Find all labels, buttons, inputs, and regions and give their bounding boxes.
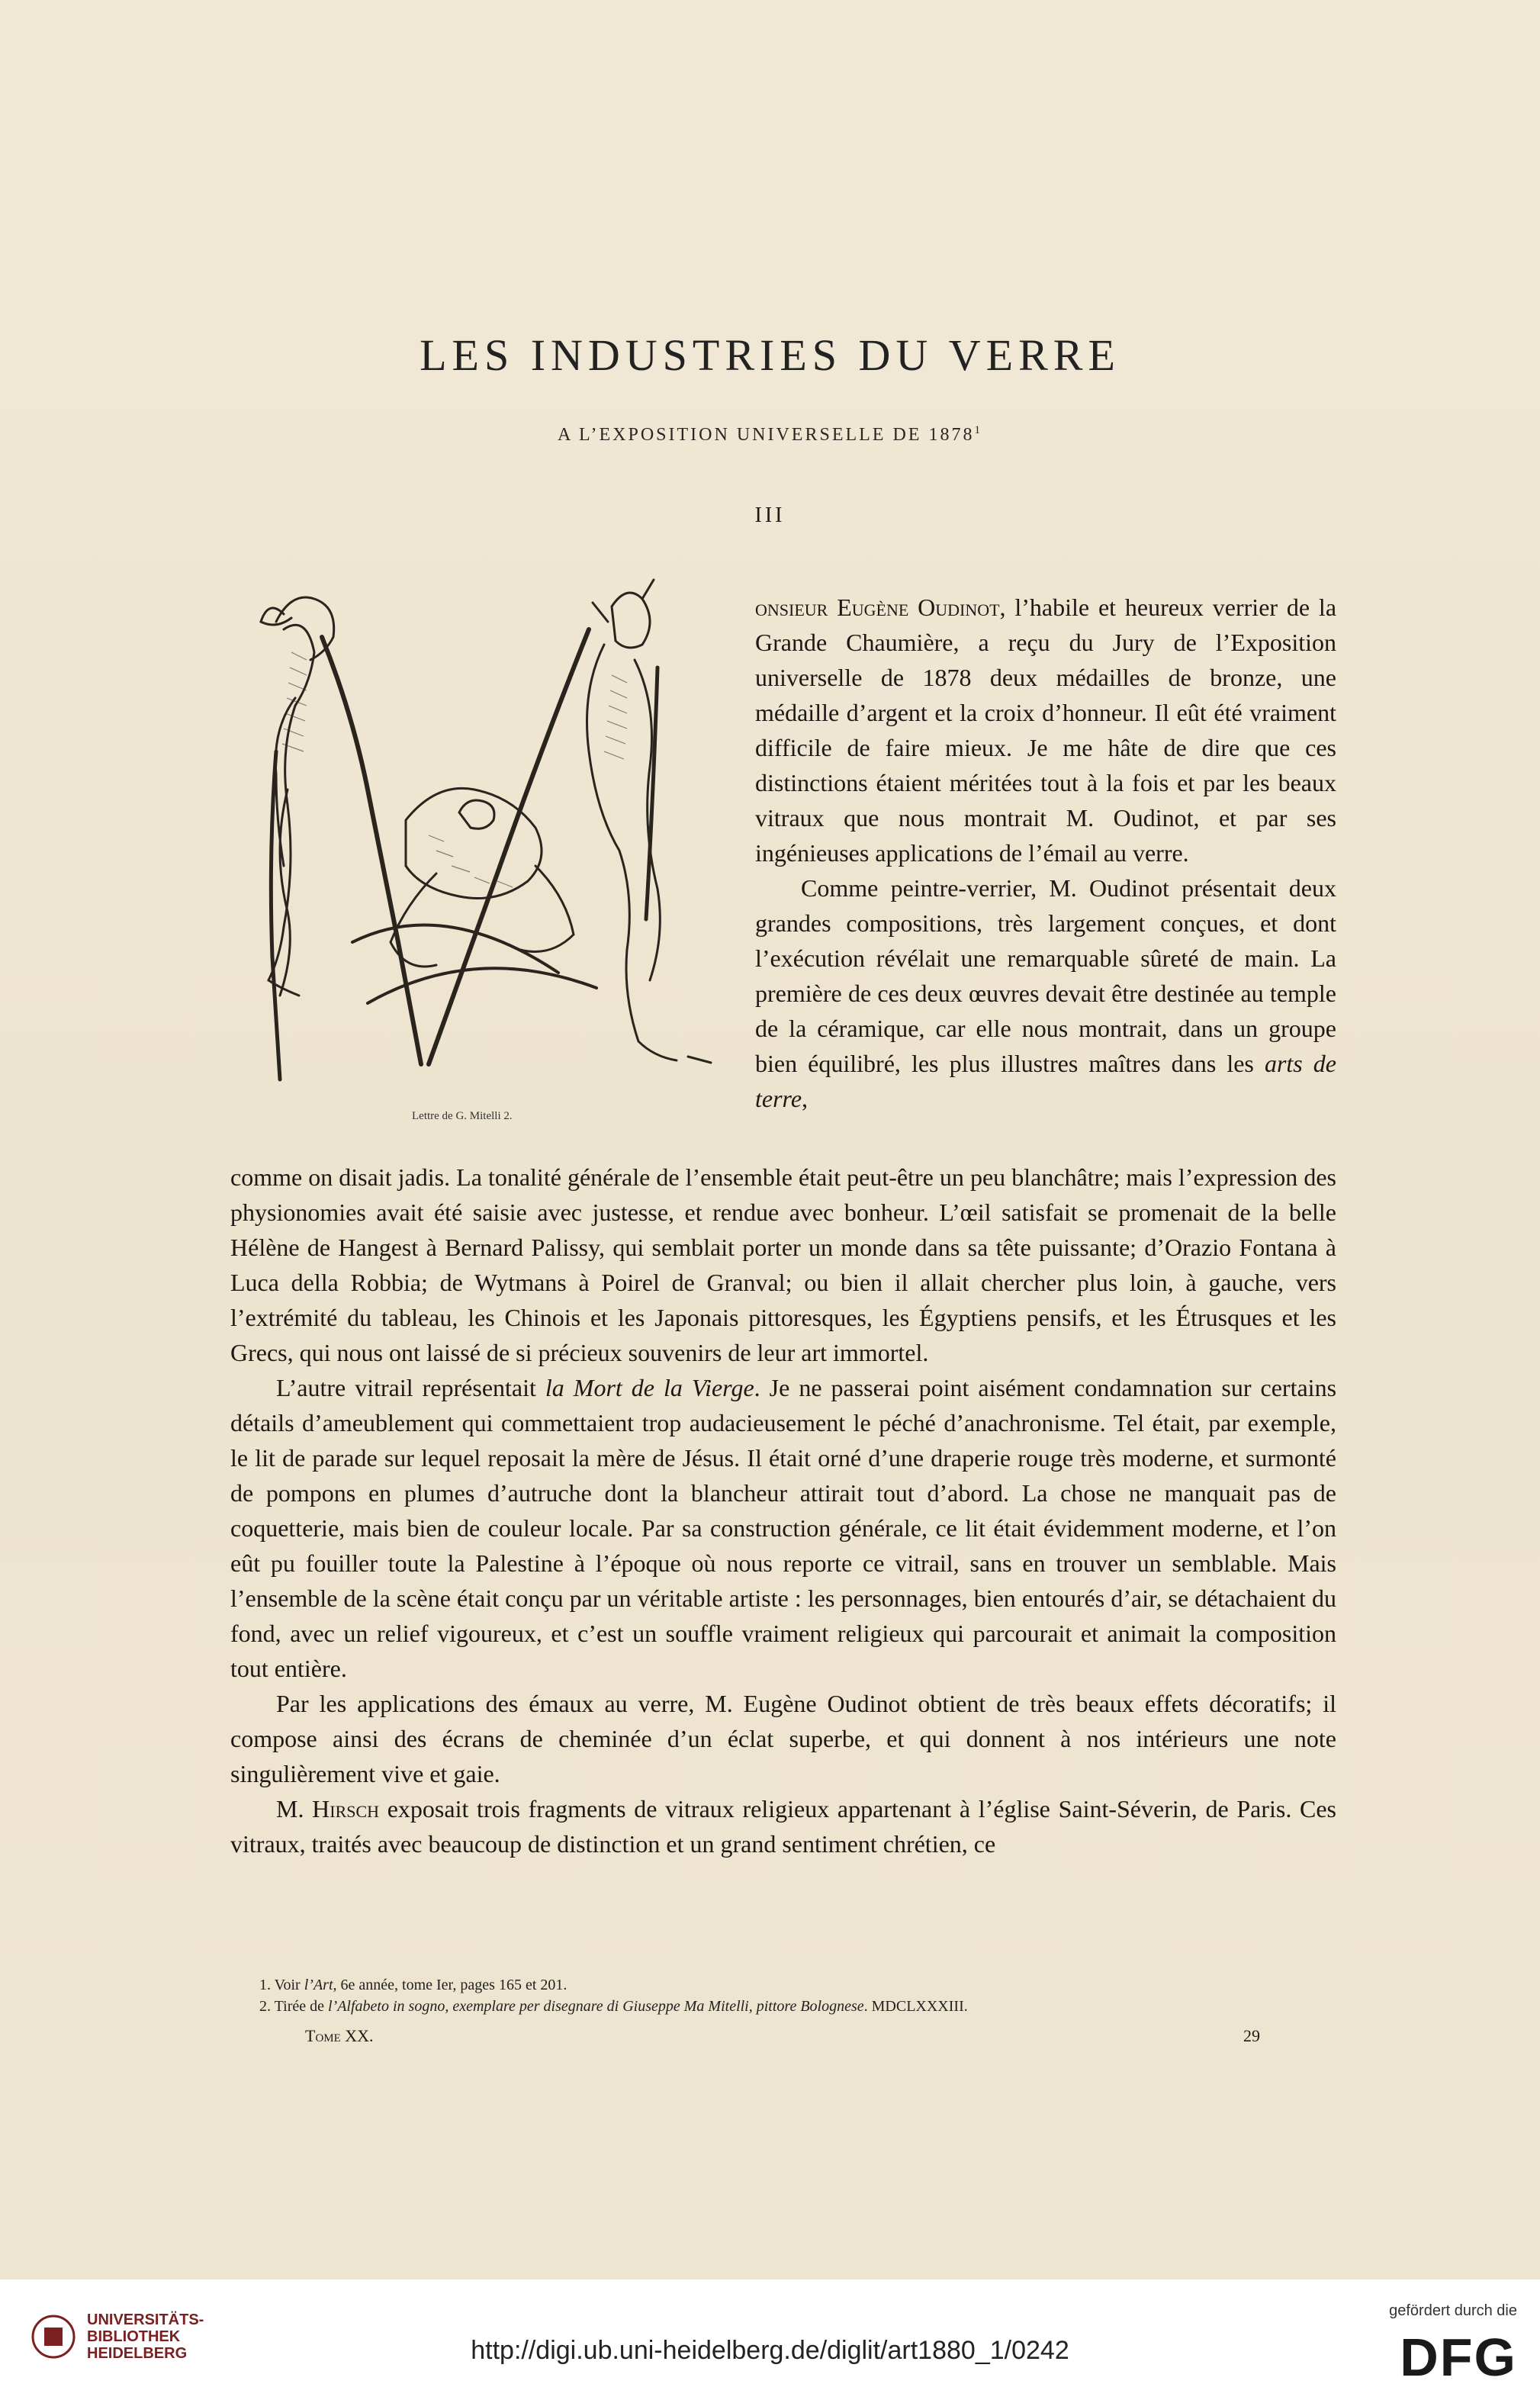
italic-arts-de-terre: arts de terre xyxy=(755,1050,1336,1112)
fn1-b: , 6e année, tome Ier, pages 165 et 201. xyxy=(333,1977,567,1993)
paragraph-2-comma: , xyxy=(802,1085,809,1112)
p3-start: L’autre vitrail représentait xyxy=(276,1374,545,1401)
subtitle-footnote-mark: 1 xyxy=(974,424,982,436)
paragraph-5 xyxy=(230,1791,1336,1861)
uni-line-3: HEIDELBERG xyxy=(87,2345,188,2362)
p5-start: M. xyxy=(276,1795,313,1823)
uni-line-1: UNIVERSITÄTS- xyxy=(87,2312,204,2328)
fn2-b: . MDCLXXXIII. xyxy=(863,1998,968,2015)
section-number: III xyxy=(754,503,786,527)
fn2-a: 2. Tirée de xyxy=(259,1998,328,2015)
name-hirsch: Hirsch xyxy=(312,1795,380,1823)
footnote-2 xyxy=(259,1996,1335,2017)
footnote-1 xyxy=(259,1974,1335,1996)
article-subtitle xyxy=(0,424,1540,446)
paragraph-1-text: , l’habile et heureux verrier de la Grande Chaumière, a reçu du Jury de l’Exposition universelle de 1878 deux médailles de bronze, une médaille d’argent et la croix d’honneur. Il eût été vraiment difficile de faire mieux. Je me hâte de dire que ces distinctions étaient méritées tout à la fois et par les beaux vitraux que nous montrait M. Oudinot, et par ses ingénieuses applications de l’émail au verre. xyxy=(755,594,1337,867)
satyrs-engraving xyxy=(230,576,738,1087)
tome-label: Tome XX. xyxy=(305,2026,374,2045)
paragraph-4: Par les applications des émaux au verre, M. Eugène Oudinot obtient de très beaux effets décoratifs; il compose ainsi des écrans de cheminée d’un éclat superbe, et qui donnent à nos intérieurs une note singulièrement vive et gaie. xyxy=(230,1690,1336,1787)
name-oudinot: Eugène Oudinot xyxy=(837,594,1000,621)
dfg-logo[interactable]: DFG xyxy=(1400,2328,1517,2387)
fn1-a: 1. Voir xyxy=(259,1977,304,1993)
italic-mort-vierge: la Mort de la Vierge xyxy=(545,1374,754,1401)
page-number: 29 xyxy=(1243,2026,1260,2045)
full-width-text xyxy=(230,1160,1336,1861)
p5-rest: exposait trois fragments de vitraux religieux appartenant à l’église Saint-Séverin, de Paris. Ces vitraux, traités avec beaucoup de distinction et un grand sentiment chrétien, ce xyxy=(230,1795,1337,1858)
paragraph-2-start xyxy=(755,870,1336,1116)
figure-caption: Lettre de G. Mitelli 2. xyxy=(412,1110,513,1122)
paragraph-3 xyxy=(230,1370,1336,1686)
paragraph-1 xyxy=(755,590,1336,870)
letter-m-illustration xyxy=(230,576,738,1087)
fn2-italic: l’Alfabeto in sogno, exemplare per disegnare di Giuseppe Ma Mitelli, pittore Bolognese xyxy=(328,1998,864,2015)
p3-rest: . Je ne passerai point aisément condamnation sur certains détails d’ameublement qui commettaient trop audacieusement le péché d’anachronisme. Tel était, par exemple, le lit de parade sur lequel reposait la mère de Jésus. Il était orné d’une draperie rouge très moderne, et surmonté de pompons en plumes d’autruche dont la blancheur attirait tout d’abord. La chose ne manquait pas de coquetterie, mais bien de couleur locale. Par sa construction générale, ce lit était évidemment moderne, et l’on eût pu fouiller toute la Palestine à l’époque où nous reporte ce vitrail, sans en trouver un semblable. Mais l’ensemble de la scène était conçu par un véritable artiste : les personnages, bien entourés d’air, se détachaient du fond, avec un relief vigoureux, et c’est un souffle vraiment religieux qui parcourait et animait la composition tout entière. xyxy=(230,1374,1337,1682)
article-title: LES INDUSTRIES DU VERRE xyxy=(420,330,1120,380)
column-right-text xyxy=(755,590,1336,1116)
fn1-italic: l’Art xyxy=(304,1977,333,1993)
uni-line-2: BIBLIOTHEK xyxy=(87,2328,181,2345)
subtitle-text: A L’EXPOSITION UNIVERSELLE DE 1878 xyxy=(558,425,975,445)
permalink-url[interactable]: http://digi.ub.uni-heidelberg.de/diglit/art1880_1/0242 xyxy=(471,2336,1069,2365)
dfg-sponsor-label: gefördert durch die xyxy=(1389,2302,1517,2319)
paragraph-2-continued: comme on disait jadis. La tonalité générale de l’ensemble était peut-être un peu blanchâtre; mais l’expression des physionomies avait été saisie avec justesse, et rendue avec bonheur. L’œil satisfait se promenait de la belle Hélène de Hangest à Bernard Palissy, qui semblait porter un monde dans sa tête puissante; d’Orazio Fontana à Luca della Robbia; de Wytmans à Poirel de Granval; ou bien il allait chercher plus loin, à gauche, vers l’extrémité du tableau, les Chinois et les Japonais pittoresques, les Égyptiens pensifs, et les Étrusques et les Grecs, qui nous ont laissé de si précieux souvenirs de leur art immortel. xyxy=(230,1163,1336,1366)
dropcap-continuation: onsieur xyxy=(755,594,828,621)
paragraph-2-text: Comme peintre-verrier, M. Oudinot présentait deux grandes compositions, très largement conçues, et dont l’exécution révélait une remarquable sûreté de main. La première de ces deux œuvres devait être destinée au temple de la céramique, car elle nous montrait, dans un groupe bien équilibré, les plus illustres maîtres dans les xyxy=(755,874,1336,1077)
footnotes xyxy=(259,1974,1335,2017)
